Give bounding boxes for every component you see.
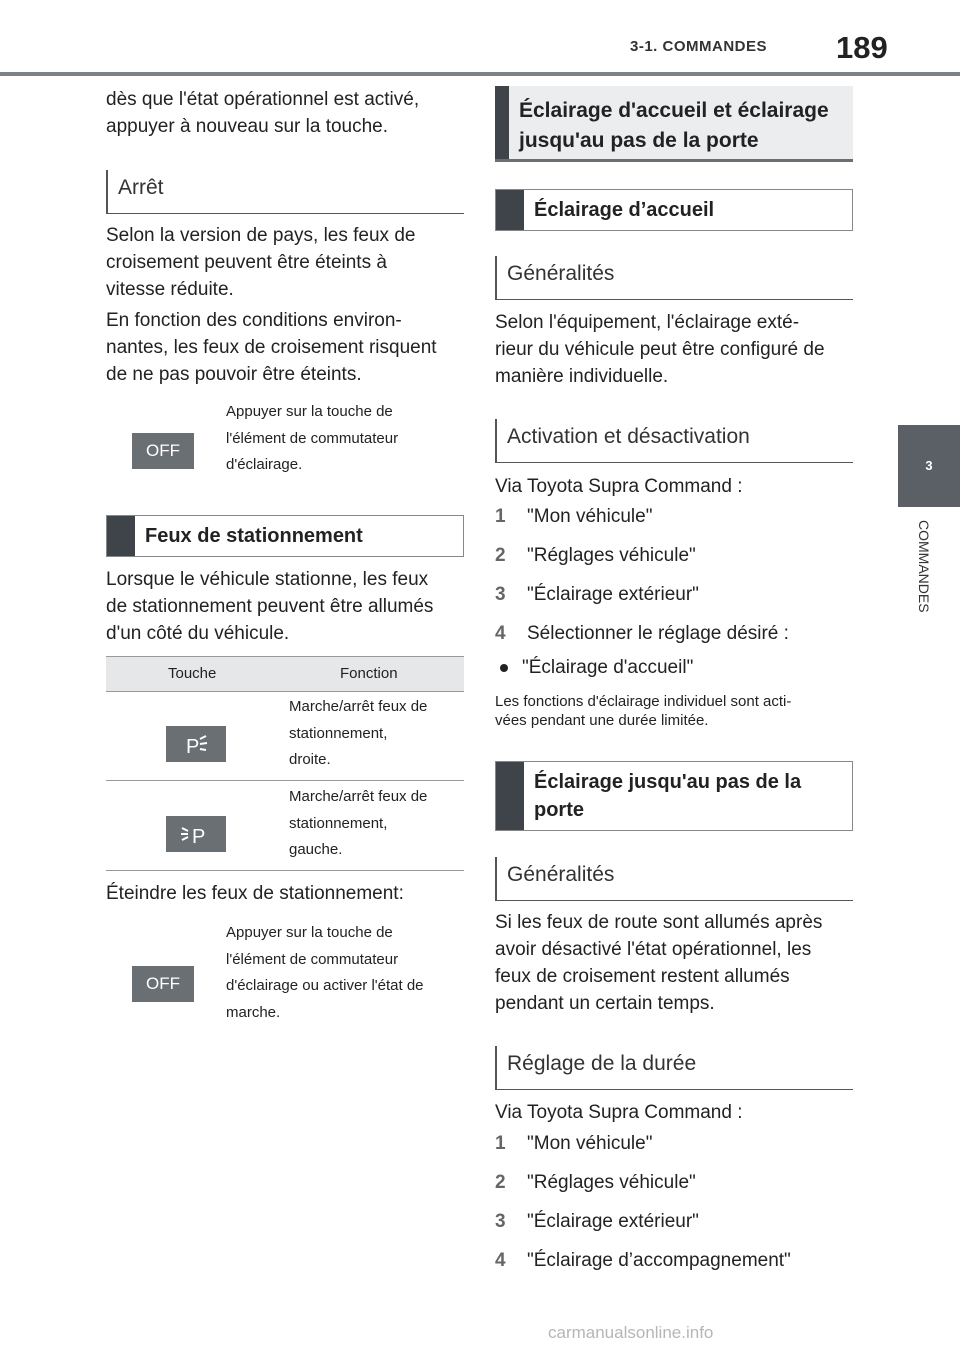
via-command-2: Via Toyota Supra Command :: [495, 1102, 743, 1123]
via-command-1: Via Toyota Supra Command :: [495, 476, 743, 497]
arret-paragraph-1: Selon la version de pays, les feux de croisement peuvent être éteints à vitesse réduite.: [106, 225, 416, 300]
parking-glyph: P: [192, 826, 206, 848]
off-button[interactable]: OFF: [132, 433, 194, 469]
parking-glyph: P: [186, 736, 200, 758]
col-fonction: Fonction: [340, 665, 398, 682]
table-divider: [106, 780, 464, 781]
heading-generalites-2: Généralités: [495, 857, 853, 901]
parking-light-right-icon[interactable]: [166, 726, 226, 762]
heading-eclairage-accueil: Éclairage d’accueil: [495, 189, 853, 231]
heading-generalites-1: Généralités: [495, 256, 853, 300]
table-row: Marche/arrêt feux de stationnement, droite.: [289, 698, 428, 768]
table-divider: [106, 870, 464, 871]
generalites-paragraph-2: Si les feux de route sont allumés après avoir désactivé l'état opérationnel, les feux de croisement restent allumés pendant un certain temps.: [495, 912, 823, 1014]
heading-eclairage-pas-porte: Éclairage jusqu'au pas de la porte: [495, 761, 853, 831]
parking-paragraph: Lorsque le véhicule stationne, les feux de stationnement peuvent être allumés d'un côté du véhicule.: [106, 569, 434, 644]
table-header: [106, 656, 464, 692]
bullet-icon: [500, 664, 508, 672]
steps-list-1: 1 "Mon véhicule" 2 "Réglages véhicule" 3 "Éclairage extérieur" 4 Sélectionner le réglage désiré :: [495, 506, 789, 644]
heading-activation: Activation et désactivation: [495, 419, 853, 463]
chapter-label: COMMANDES: [916, 520, 932, 613]
steps-list-2: 1 "Mon véhicule" 2 "Réglages véhicule" 3 "Éclairage extérieur" 4 "Éclairage d’accompagnement": [495, 1133, 791, 1271]
arret-paragraph-2: En fonction des conditions environ- nantes, les feux de croisement risquent de ne pas pouvoir être éteints.: [106, 310, 437, 385]
off-instruction-2: Appuyer sur la touche de l'élément de commutateur d'éclairage ou activer l'état de marche.: [226, 924, 424, 1021]
heading-feux-stationnement: Feux de stationnement: [106, 515, 464, 557]
heading-arret: Arrêt: [106, 170, 464, 214]
heading-reglage-duree: Réglage de la durée: [495, 1046, 853, 1090]
chapter-tab[interactable]: 3: [898, 425, 960, 507]
note-text: Les fonctions d'éclairage individuel sont acti- vées pendant une durée limitée.: [495, 693, 792, 729]
heading-eclairage-accueil-pas-porte: Éclairage d'accueil et éclairage jusqu'au pas de la porte: [495, 86, 853, 162]
off-instruction-1: Appuyer sur la touche de l'élément de commutateur d'éclairage.: [226, 403, 399, 473]
intro-text: dès que l'état opérationnel est activé, appuyer à nouveau sur la touche.: [106, 89, 420, 137]
parking-light-left-icon[interactable]: [166, 816, 226, 852]
header-rule: [0, 72, 960, 76]
bullet-item: "Éclairage d'accueil": [522, 657, 694, 678]
footer-watermark[interactable]: carmanualsonline.info: [548, 1323, 714, 1342]
generalites-paragraph-1: Selon l'équipement, l'éclairage exté- rieur du véhicule peut être configuré de manière individuelle.: [495, 312, 825, 387]
section-title: 3-1. COMMANDES: [630, 38, 768, 55]
off-button[interactable]: OFF: [132, 966, 194, 1002]
col-touche: Touche: [168, 665, 217, 682]
table-row: Marche/arrêt feux de stationnement, gauche.: [289, 788, 428, 858]
page-number: 189: [836, 30, 888, 65]
eteindre-text: Éteindre les feux de stationnement:: [106, 883, 404, 904]
